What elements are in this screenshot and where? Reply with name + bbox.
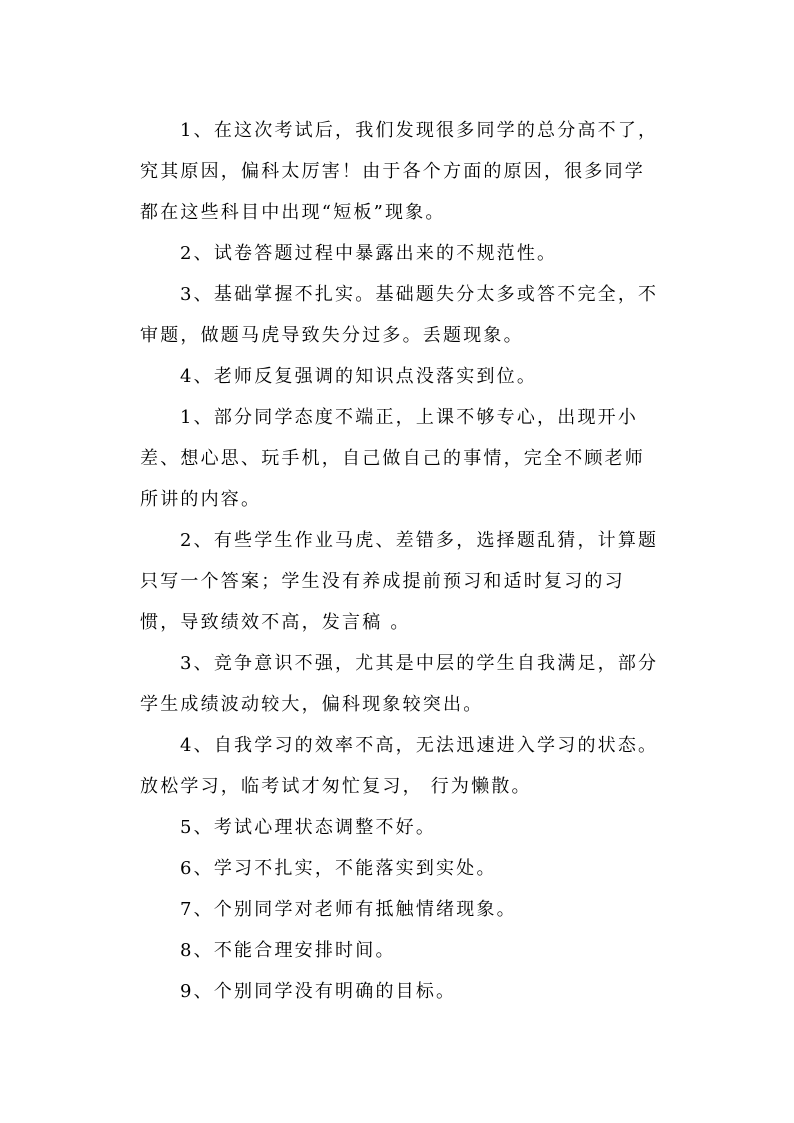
paragraph-9: 5、考试心理状态调整不好。 [180,817,437,838]
document-body [140,110,660,1012]
paragraph-4: 4、老师反复强调的知识点没落实到位。 [180,366,538,387]
paragraph-2: 2、试卷答题过程中暴露出来的不规范性。 [180,243,558,264]
paragraph-13: 9、个别同学没有明确的目标。 [180,981,457,1002]
paragraph-7: 3、竞争意识不强，尤其是中层的学生自我满足，部分学生成绩波动较大，偏科现象较突出。 [140,653,659,715]
paragraph-10: 6、学习不扎实，不能落实到实处。 [180,858,497,879]
paragraph-1: 1、在这次考试后，我们发现很多同学的总分高不了，究其原因，偏科太厉害！由于各个方面的原因，很多同学都在这些科目中出现“短板”现象。 [140,120,659,223]
paragraph-3: 3、基础掌握不扎实。基础题失分太多或答不完全，不审题，做题马虎导致失分过多。丢题现象。 [140,284,659,346]
paragraph-12: 8、不能合理安排时间。 [180,940,396,961]
paragraph-6: 2、有些学生作业马虎、差错多，选择题乱猜，计算题只写一个答案；学生没有养成提前预习和适时复习的习惯，导致绩效不高，发言稿 。 [140,530,659,633]
paragraph-11: 7、个别同学对老师有抵触情绪现象。 [180,899,517,920]
paragraph-5: 1、部分同学态度不端正，上课不够专心，出现开小差、想心思、玩手机，自己做自己的事情，完全不顾老师所讲的内容。 [140,407,645,510]
paragraph-8: 4、自我学习的效率不高，无法迅速进入学习的状态。放松学习，临考试才匆忙复习， 行为懒散。 [140,735,659,797]
